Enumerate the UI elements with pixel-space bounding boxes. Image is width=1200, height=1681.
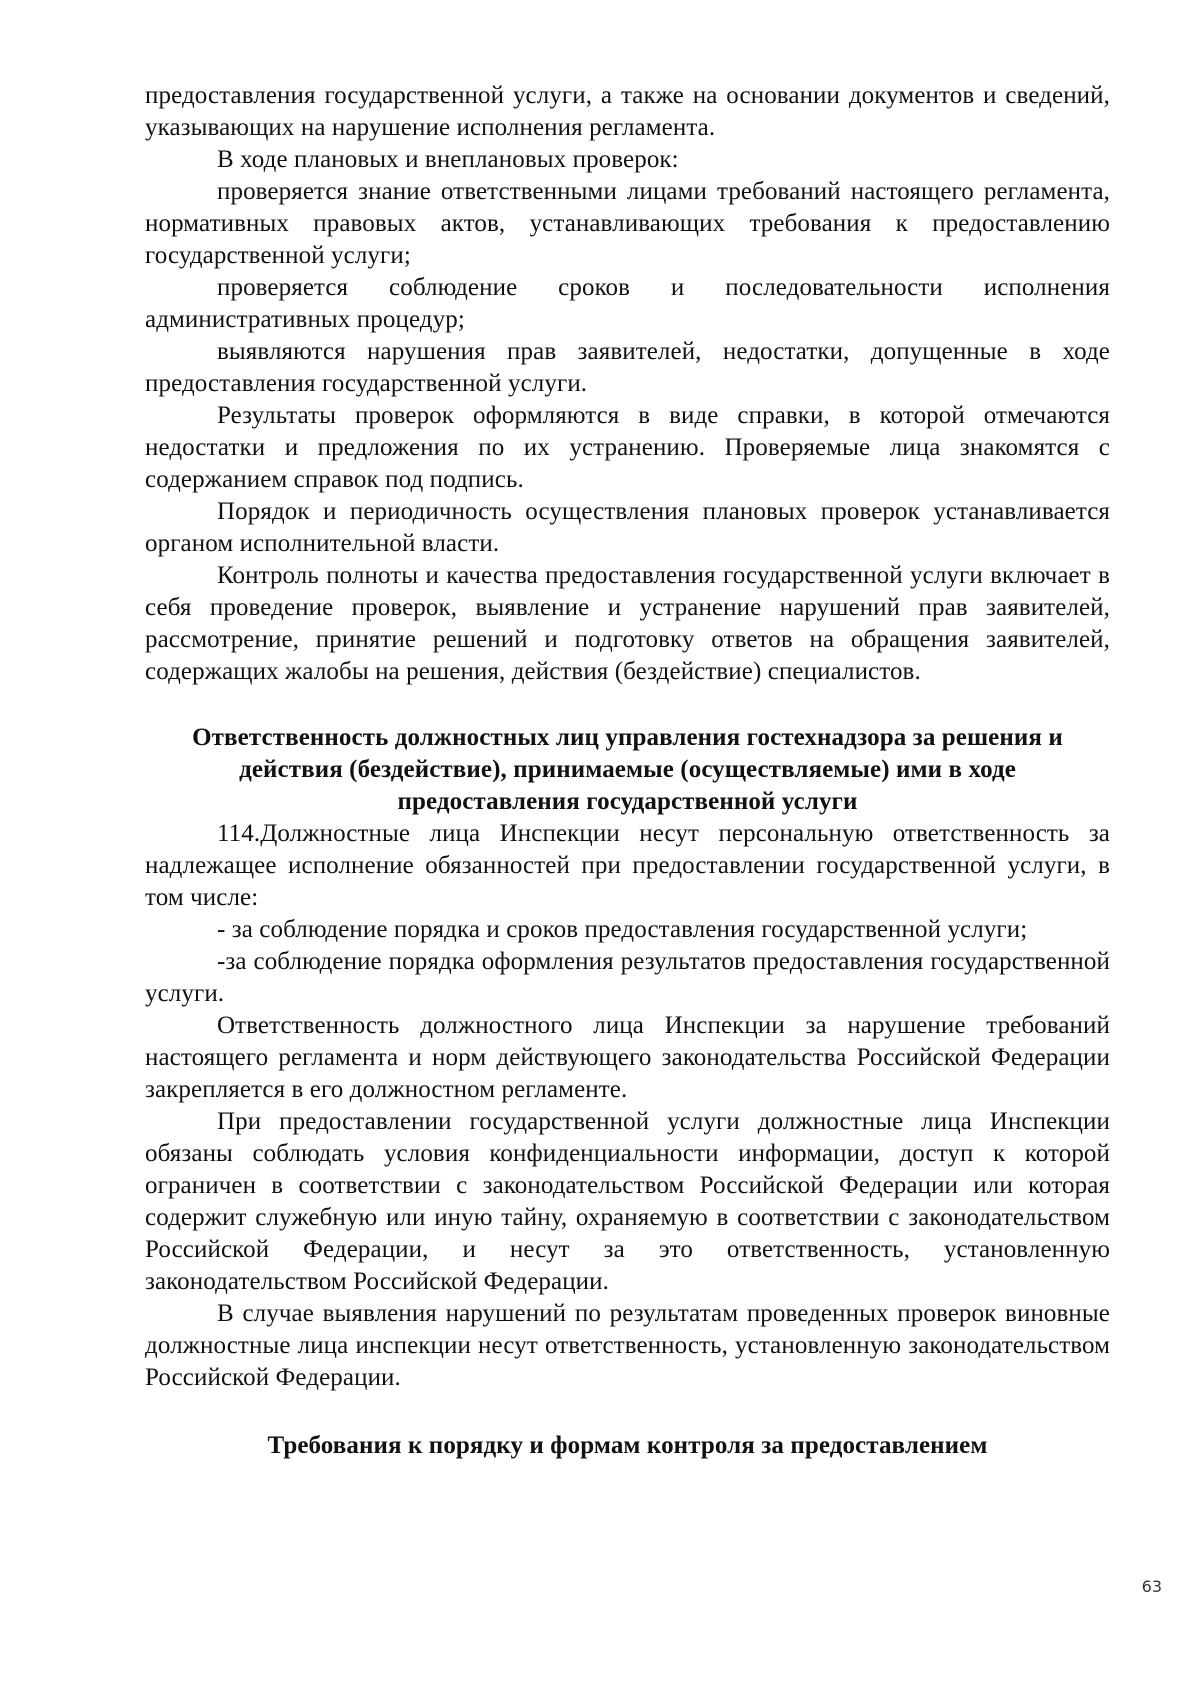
paragraph: В ходе плановых и внеплановых проверок:: [217, 146, 679, 173]
section-heading-control-requirements: Требования к порядку и формам контроля за предоставлением: [267, 1432, 988, 1459]
document-body: [145, 80, 1110, 1462]
paragraph: предоставления государственной услуги, а также на основании документов и сведений, указывающих на нарушение исполнения регламента.: [145, 82, 1110, 141]
paragraph: 114.Должностные лица Инспекции несут персональную ответственность за надлежащее исполнение обязанностей при предоставлении государственной услуги, в том числе:: [145, 820, 1110, 911]
paragraph: Ответственность должностного лица Инспекции за нарушение требований настоящего регламента и норм действующего законодательства Российской Федерации закрепляется в его должностном регламенте.: [145, 1012, 1110, 1103]
paragraph: выявляются нарушения прав заявителей, недостатки, допущенные в ходе предоставления государственной услуги.: [145, 338, 1110, 397]
paragraph: Контроль полноты и качества предоставления государственной услуги включает в себя проведение проверок, выявление и устранение нарушений прав заявителей, рассмотрение, принятие решений и подготовку ответов на обращения заявителей, содержащих жалобы на решения, действия (бездействие) специалистов.: [145, 562, 1110, 685]
paragraph: Порядок и периодичность осуществления плановых проверок устанавливается органом исполнительной власти.: [145, 498, 1110, 557]
paragraph: - за соблюдение порядка и сроков предоставления государственной услуги;: [217, 916, 1028, 943]
paragraph: Результаты проверок оформляются в виде справки, в которой отмечаются недостатки и предложения по их устранению. Проверяемые лица знакомятся с содержанием справок под подпись.: [145, 402, 1110, 493]
section-heading-responsibility: Ответственность должностных лиц управления гостехнадзора за решения и действия (бездействие), принимаемые (осуществляемые) ими в ходе предоставления государственной услуги: [192, 724, 1063, 815]
paragraph: В случае выявления нарушений по результатам проведенных проверок виновные должностные лица инспекции несут ответственность, установленную законодательством Российской Федерации.: [145, 1300, 1110, 1391]
paragraph: -за соблюдение порядка оформления результатов предоставления государственной услуги.: [145, 948, 1110, 1007]
paragraph: проверяется знание ответственными лицами требований настоящего регламента, нормативных правовых актов, устанавливающих требования к предоставлению государственной услуги;: [145, 178, 1110, 269]
page-number: 63: [1141, 1577, 1162, 1596]
paragraph: При предоставлении государственной услуги должностные лица Инспекции обязаны соблюдать условия конфиденциальности информации, доступ к которой ограничен в соответствии с законодательством Российской Федерации или которая содержит служебную или иную тайну, охраняемую в соответствии с законодательством Российской Федерации, и несут за это ответственность, установленную законодательством Российской Федерации.: [145, 1108, 1110, 1295]
paragraph: проверяется соблюдение сроков и последовательности исполнения административных процедур;: [145, 274, 1110, 333]
